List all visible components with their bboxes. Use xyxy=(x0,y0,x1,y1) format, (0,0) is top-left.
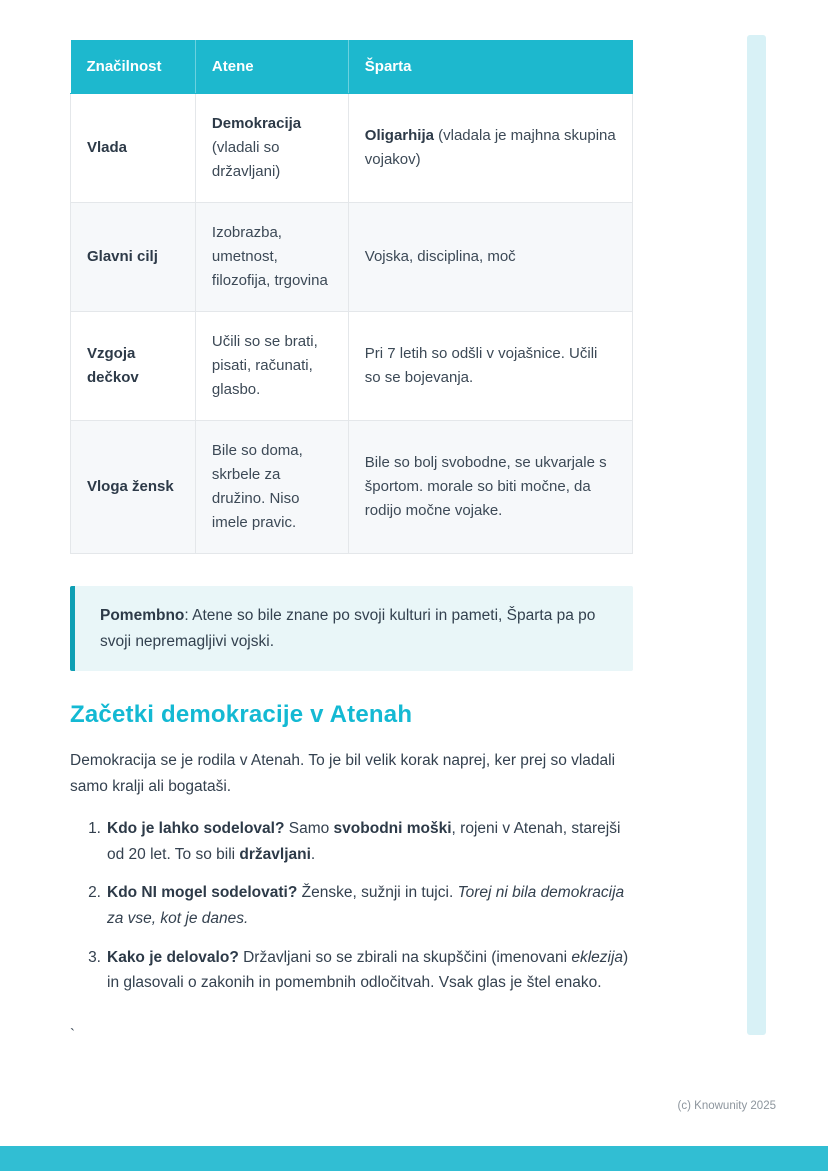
italic-segment: eklezija xyxy=(571,948,624,966)
page-content xyxy=(70,40,633,1043)
cell-text: Izobrazba, umetnost, filozofija, trgovina xyxy=(211,224,328,289)
section-heading: Začetki demokracije v Atenah xyxy=(70,701,413,729)
text-segment: Samo xyxy=(284,820,334,838)
list-number: 1. xyxy=(88,820,101,838)
cell-feature: Vlada xyxy=(71,94,196,203)
cell-sparta xyxy=(348,312,632,421)
footer-credit: (c) Knowunity 2025 xyxy=(677,1100,776,1112)
table-row xyxy=(71,94,633,203)
cell-feature: Vloga žensk xyxy=(71,421,196,554)
callout-text: : Atene so bile znane po svoji kulturi in pameti, Šparta pa po svoji nepremagljivi vojski. xyxy=(100,607,596,650)
cell-feature: Glavni cilj xyxy=(71,203,196,312)
list-item xyxy=(70,816,633,867)
list-number: 3. xyxy=(88,948,101,966)
list-item xyxy=(70,945,633,996)
list-item-text xyxy=(107,945,633,996)
cell-text: Pri 7 letih so odšli v vojašnice. Učili so se bojevanja. xyxy=(364,345,598,386)
cell-atene xyxy=(195,94,348,203)
cell-text: Bile so bolj svobodne, se ukvarjale s športom. morale so biti močne, da rodijo močne vojake. xyxy=(364,454,607,519)
cell-atene xyxy=(195,203,348,312)
list-item xyxy=(70,880,633,931)
cell-bold-text: Oligarhija xyxy=(364,127,434,144)
table-row xyxy=(71,312,633,421)
cell-sparta xyxy=(348,203,632,312)
italic-segment: Torej ni bila demokracija za vse, kot je danes. xyxy=(107,884,625,927)
right-margin-stripe xyxy=(747,35,766,1035)
bold-segment: državljani xyxy=(239,845,311,863)
cell-text: Vojska, disciplina, moč xyxy=(364,248,516,265)
cell-text: Bile so doma, skrbele za družino. Niso imele pravic. xyxy=(211,442,303,531)
cell-sparta xyxy=(348,94,632,203)
question-bold: Kdo NI mogel sodelovati? xyxy=(107,884,298,902)
cell-feature: Vzgoja dečkov xyxy=(71,312,196,421)
list-item-text xyxy=(107,880,633,931)
text-segment: . xyxy=(310,845,316,863)
header-cell-feature: Značilnost xyxy=(71,40,196,94)
cell-text: (vladali so državljani) xyxy=(211,139,281,180)
intro-paragraph: Demokracija se je rodila v Atenah. To je bil velik korak naprej, ker prej so vladali samo kralji ali bogataši. xyxy=(70,752,616,795)
text-segment: Ženske, sužnji in tujci. xyxy=(297,884,458,902)
stray-character: ` xyxy=(70,1025,75,1043)
table-row xyxy=(71,203,633,312)
table-row xyxy=(71,421,633,554)
important-callout xyxy=(70,586,633,671)
table-header-row xyxy=(71,40,633,94)
question-bold: Kako je delovalo? xyxy=(107,948,239,966)
text-segment: ) in glasovali o zakonih in pomembnih odločitvah. Vsak glas je štel enako. xyxy=(107,948,629,992)
comparison-table xyxy=(70,40,633,554)
cell-atene xyxy=(195,421,348,554)
text-segment: , rojeni v Atenah, starejši od 20 let. To so bili xyxy=(107,820,621,863)
cell-bold-text: Demokracija xyxy=(211,115,302,132)
header-cell-atene: Atene xyxy=(195,40,348,94)
numbered-list xyxy=(70,816,633,995)
bold-segment: svobodni moški xyxy=(333,820,452,838)
cell-text: (vladala je majhna skupina vojakov) xyxy=(364,127,616,168)
list-number: 2. xyxy=(88,884,101,902)
bottom-accent-bar xyxy=(0,1146,828,1171)
text-segment: Državljani so se zbirali na skupščini (imenovani xyxy=(238,948,572,966)
header-cell-sparta: Šparta xyxy=(348,40,632,94)
cell-atene xyxy=(195,312,348,421)
list-item-text xyxy=(107,816,633,867)
callout-label: Pomembno xyxy=(100,607,185,624)
cell-sparta xyxy=(348,421,632,554)
question-bold: Kdo je lahko sodeloval? xyxy=(107,820,285,838)
cell-text: Učili so se brati, pisati, računati, glasbo. xyxy=(211,333,318,398)
